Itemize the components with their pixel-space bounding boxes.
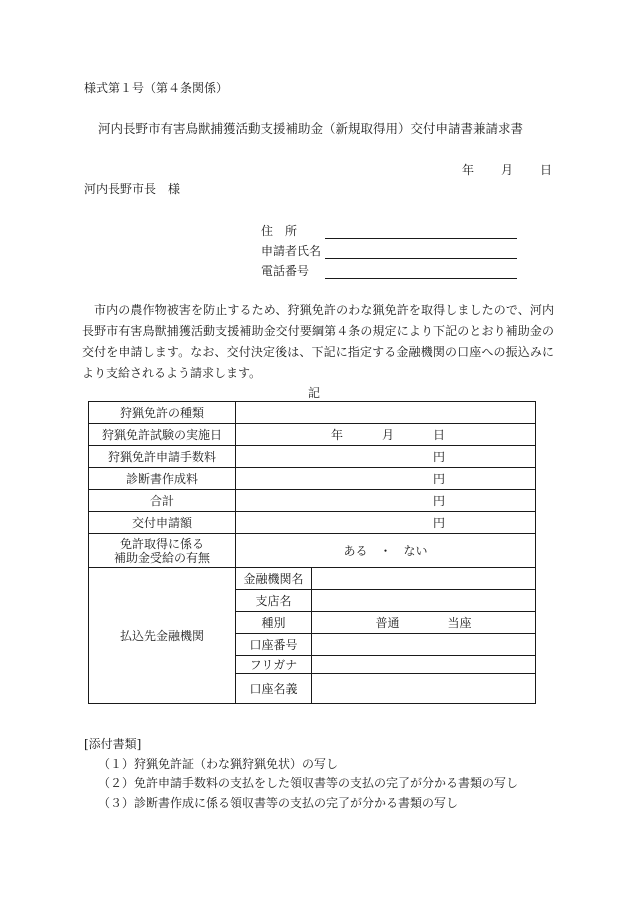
application-fee-label: 狩猟免許申請手数料 xyxy=(89,446,236,468)
account-type-label: 種別 xyxy=(236,612,312,634)
body-paragraph: 市内の農作物被害を防止するため、狩猟免許のわな猟免許を取得しましたので、河内長野市有害鳥獣捕獲活動支援補助金交付要綱第４条の規定により下記のとおり補助金の交付を申請します。なお、交付決定後は、下記に指定する金融機関の口座への振込みにより支給されるよう請求します。 xyxy=(82,303,554,380)
grant-amount-label: 交付申請額 xyxy=(89,512,236,534)
application-fee-field[interactable] xyxy=(236,446,536,468)
record-label: 記 xyxy=(308,386,321,400)
total-yen: 円 xyxy=(433,494,446,508)
exam-date-field[interactable] xyxy=(236,424,536,446)
total-field[interactable] xyxy=(236,490,536,512)
address-label: 住 所 xyxy=(261,224,298,238)
attachment-item: （３）診断書作成に係る領収書等の支払の完了が分かる書類の写し xyxy=(98,796,459,810)
addressee: 河内長野市長 様 xyxy=(84,182,181,196)
date-month-label: 月 xyxy=(501,163,514,177)
account-number-label: 口座番号 xyxy=(236,634,312,656)
phone-field[interactable] xyxy=(325,264,517,279)
applicant-phone-row xyxy=(261,262,517,279)
exam-day-label: 日 xyxy=(433,428,446,442)
row-medical-cert-fee xyxy=(89,468,536,490)
grant-amount-yen: 円 xyxy=(433,516,446,530)
license-type-field[interactable] xyxy=(236,402,536,424)
applicant-address-row xyxy=(261,222,517,239)
prior-grant-choice[interactable]: ある ・ ない xyxy=(236,534,536,568)
exam-year-label: 年 xyxy=(331,428,344,442)
row-prior-grant xyxy=(89,534,536,568)
medical-cert-fee-yen: 円 xyxy=(433,472,446,486)
prior-grant-label-line1: 免許取得に係る xyxy=(119,536,204,551)
branch-name-field[interactable] xyxy=(312,590,536,612)
medical-cert-fee-field[interactable] xyxy=(236,468,536,490)
application-table xyxy=(88,401,536,704)
branch-name-label: 支店名 xyxy=(236,590,312,612)
row-bank-name xyxy=(89,568,536,590)
bank-name-label: 金融機関名 xyxy=(236,568,312,590)
grant-amount-field[interactable] xyxy=(236,512,536,534)
license-type-label: 狩猟免許の種類 xyxy=(89,402,236,424)
address-field[interactable] xyxy=(325,224,517,239)
furigana-label: フリガナ xyxy=(236,656,312,674)
account-number-field[interactable] xyxy=(312,634,536,656)
phone-label: 電話番号 xyxy=(261,264,310,278)
bank-name-field[interactable] xyxy=(312,568,536,590)
row-license-type xyxy=(89,402,536,424)
account-holder-field[interactable] xyxy=(312,674,536,704)
document-title: 河内長野市有害鳥獣捕獲活動支援補助金（新規取得用）交付申請書兼請求書 xyxy=(98,121,524,136)
applicant-name-row xyxy=(261,242,517,259)
application-fee-yen: 円 xyxy=(433,450,446,464)
applicant-name-field[interactable] xyxy=(325,244,517,259)
date-day-label: 日 xyxy=(540,163,553,177)
prior-grant-label xyxy=(89,534,236,568)
exam-date-label: 狩猟免許試験の実施日 xyxy=(89,424,236,446)
attachments-heading: [添付書類] xyxy=(84,737,142,751)
applicant-name-label: 申請者氏名 xyxy=(261,244,322,258)
bank-section-label: 払込先金融機関 xyxy=(89,568,236,704)
exam-month-label: 月 xyxy=(382,428,395,442)
form-number: 様式第１号（第４条関係） xyxy=(84,81,229,95)
row-total xyxy=(89,490,536,512)
total-label: 合計 xyxy=(89,490,236,512)
attachment-item: （１）狩猟免許証（わな猟狩猟免状）の写し xyxy=(98,757,339,771)
furigana-field[interactable] xyxy=(312,656,536,674)
date-year-label: 年 xyxy=(462,163,475,177)
medical-cert-fee-label: 診断書作成料 xyxy=(89,468,236,490)
prior-grant-label-line2: 補助金受給の有無 xyxy=(113,550,210,565)
account-holder-label: 口座名義 xyxy=(236,674,312,704)
attachment-item: （２）免許申請手数料の支払をした領収書等の支払の完了が分かる書類の写し xyxy=(98,776,519,790)
row-exam-date xyxy=(89,424,536,446)
row-grant-amount xyxy=(89,512,536,534)
row-application-fee xyxy=(89,446,536,468)
account-type-options[interactable]: 普通 当座 xyxy=(312,612,536,634)
